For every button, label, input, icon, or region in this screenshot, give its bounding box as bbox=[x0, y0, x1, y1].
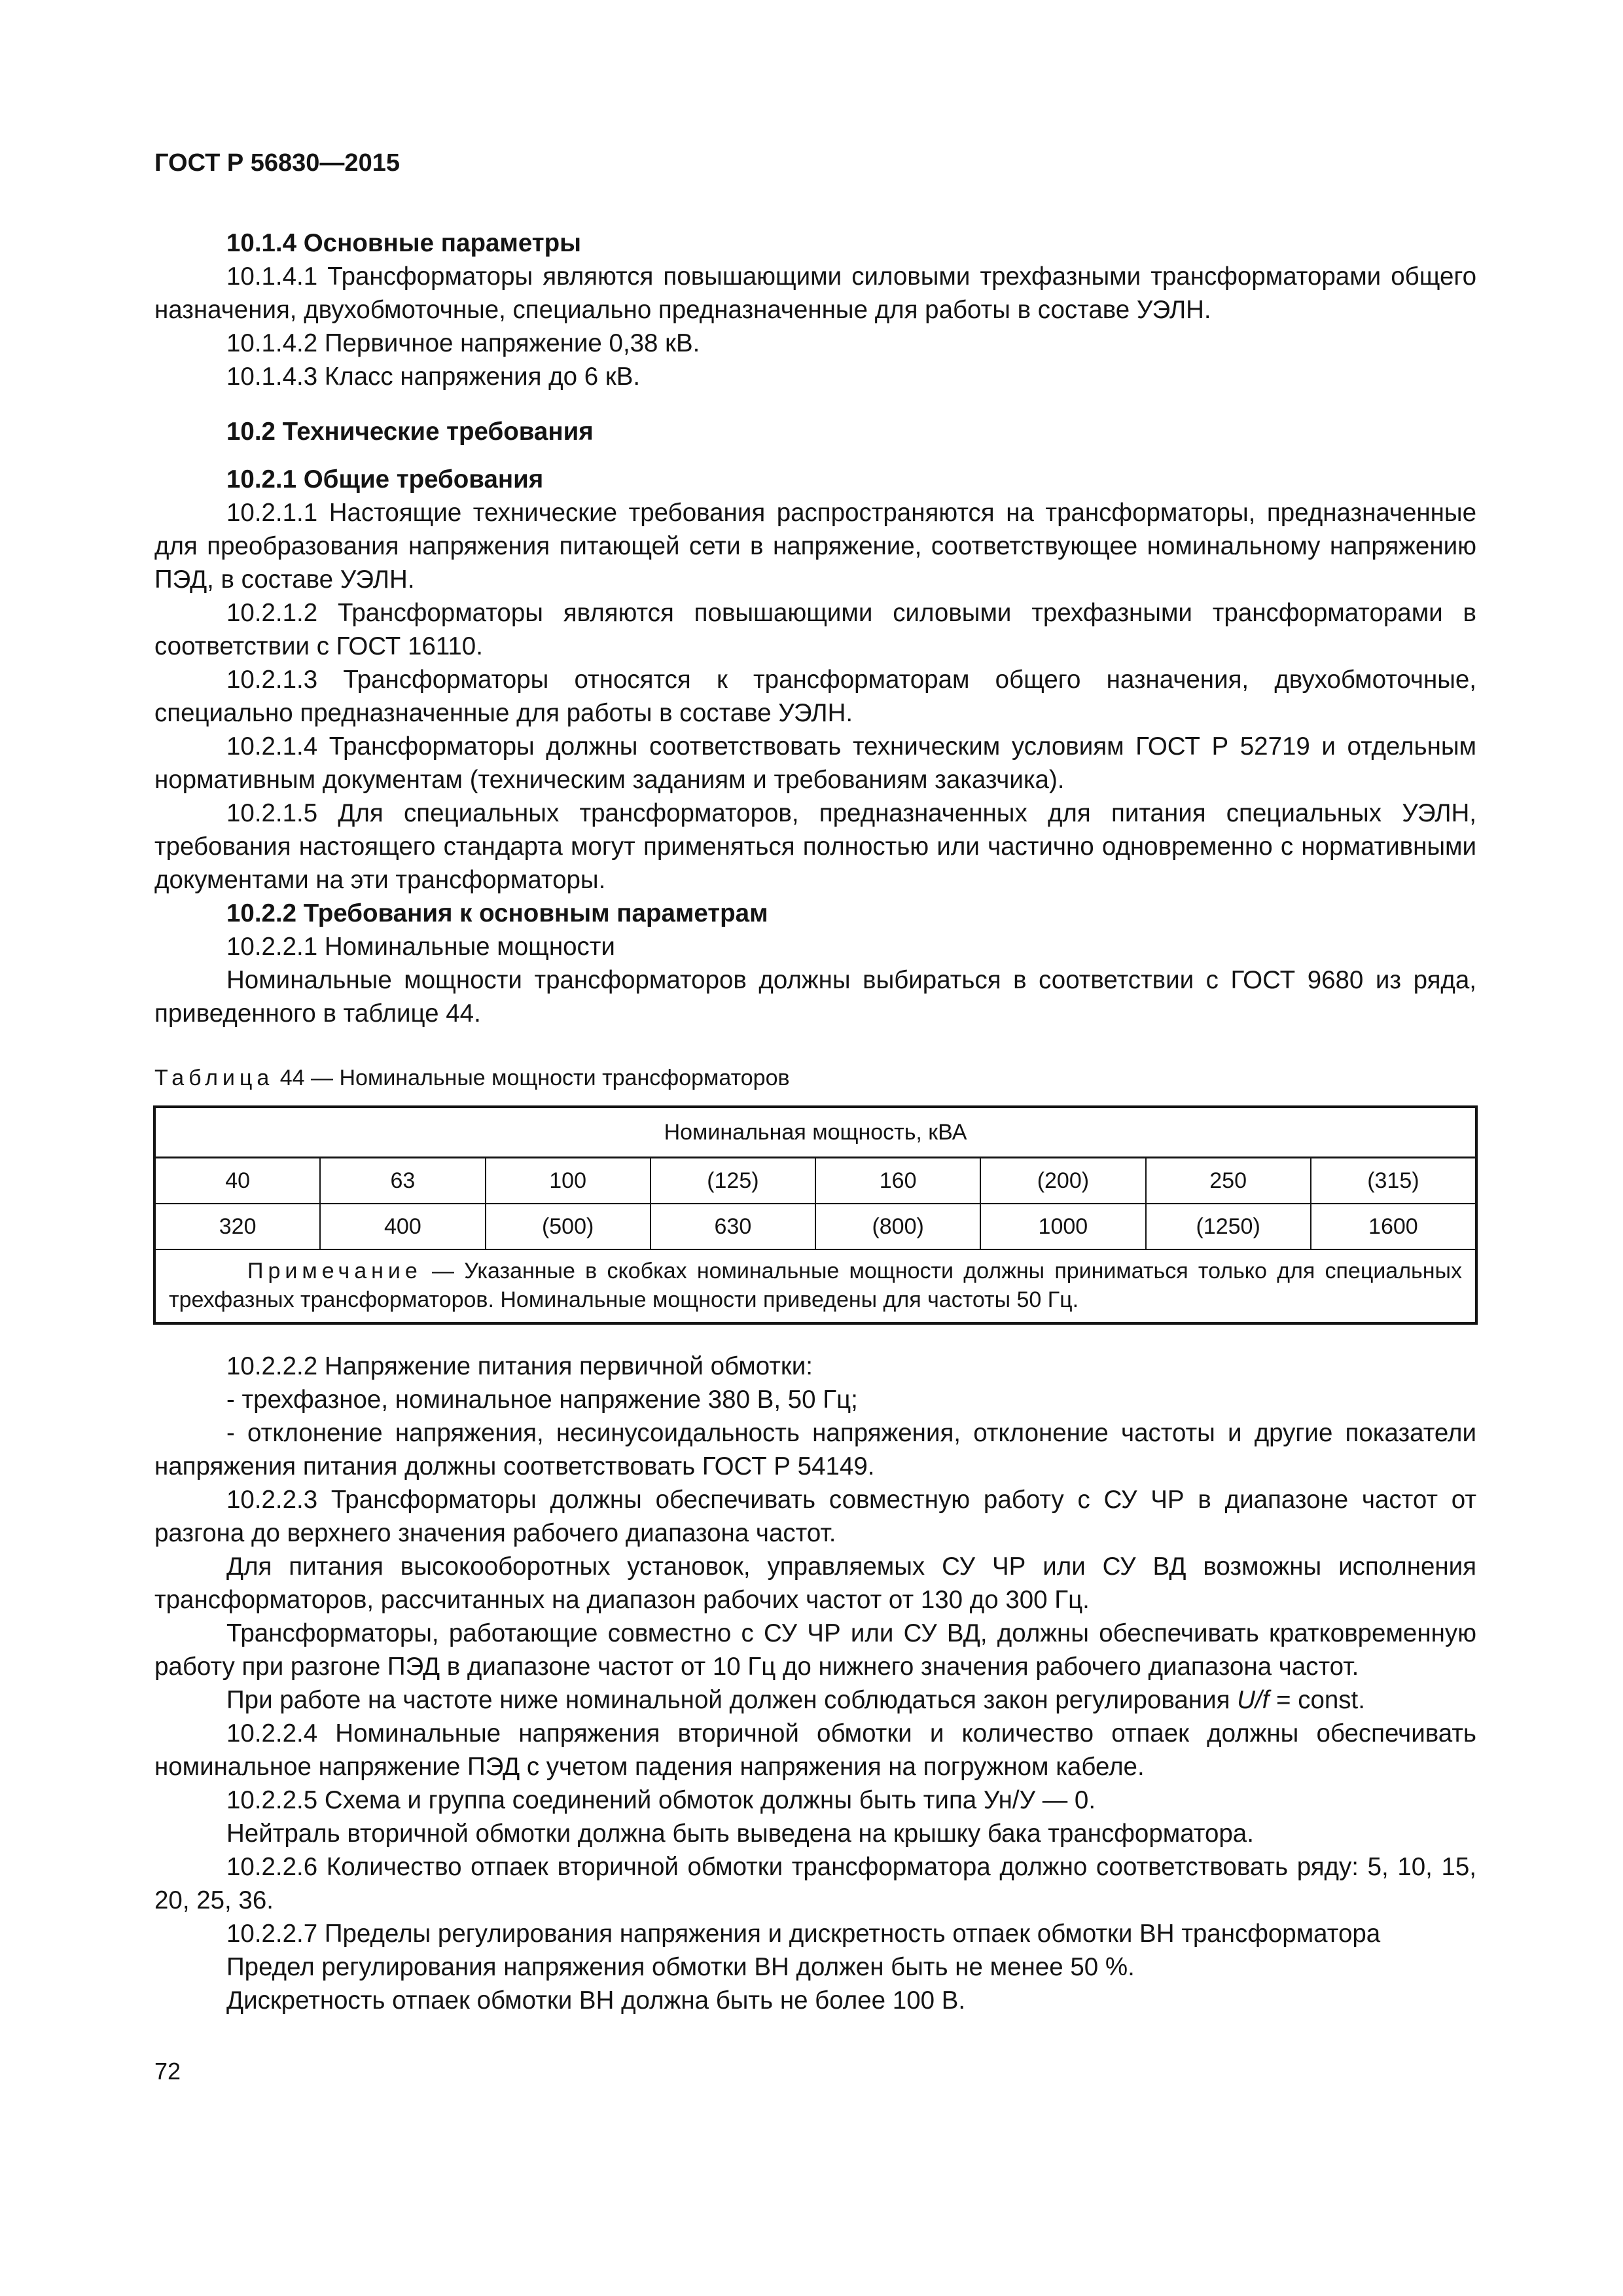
table-caption bbox=[154, 1062, 1476, 1095]
paragraph-10-1-4-2: 10.1.4.2 Первичное напряжение 0,38 кВ. bbox=[226, 329, 700, 357]
paragraph-10-2-2-6: 10.2.2.6 Количество отпаек вторичной обмотки трансформатора должно соответствовать ряду: 5, 10, 15, 20, 25, 36. bbox=[154, 1853, 1476, 1914]
table-row bbox=[155, 1204, 1476, 1249]
table-row bbox=[155, 1158, 1476, 1204]
table-note-label: Примечание bbox=[247, 1259, 422, 1283]
table-cell: 250 bbox=[1146, 1158, 1311, 1204]
table-cell: (1250) bbox=[1146, 1204, 1311, 1249]
paragraph-10-2-2-4: 10.2.2.4 Номинальные напряжения вторичной обмотки и количество отпаек должны обеспечивать номинальное напряжение ПЭД с учетом падения напряжения на погружном кабеле. bbox=[154, 1719, 1476, 1781]
paragraph-10-2-1-5: 10.2.1.5 Для специальных трансформаторов, предназначенных для питания специальных УЭЛН, требования настоящего стандарта могут применяться полностью или частично одновременно с нормативными документами на эти трансформаторы. bbox=[154, 799, 1476, 894]
table-cell: 320 bbox=[155, 1204, 320, 1249]
paragraph-10-2-1-1: 10.2.1.1 Настоящие технические требования распространяются на трансформаторы, предназначенные для преобразования напряжения питающей сети в напряжение, соответствующее номинальному напряжению ПЭД, в составе УЭЛН. bbox=[154, 499, 1476, 594]
paragraph-10-2-1-3: 10.2.1.3 Трансформаторы относятся к трансформаторам общего назначения, двухобмоточные, специально предназначенные для работы в составе УЭЛН. bbox=[154, 666, 1476, 727]
section-heading-10-2-1: 10.2.1 Общие требования bbox=[226, 465, 544, 493]
paragraph-10-1-4-1: 10.1.4.1 Трансформаторы являются повышающими силовыми трехфазными трансформаторами общего назначения, двухобмоточные, специально предназначенные для работы в составе УЭЛН. bbox=[154, 262, 1476, 324]
section-heading-10-1-4: 10.1.4 Основные параметры bbox=[226, 229, 582, 257]
table-caption-title: 44 — Номинальные мощности трансформаторов bbox=[279, 1066, 790, 1090]
table-header: Номинальная мощность, кВА bbox=[155, 1107, 1476, 1158]
list-item: - трехфазное, номинальное напряжение 380 В, 50 Гц; bbox=[226, 1386, 858, 1414]
table-cell: (200) bbox=[980, 1158, 1145, 1204]
table-cell: 1000 bbox=[980, 1204, 1145, 1249]
paragraph-short-term-operation: Трансформаторы, работающие совместно с СУ ЧР или СУ ВД, должны обеспечивать кратковременную работу при разгоне ПЭД в диапазоне частот от 10 Гц до нижнего значения рабочего диапазона частот. bbox=[154, 1619, 1476, 1681]
document-code-header: ГОСТ Р 56830—2015 bbox=[154, 149, 400, 177]
paragraph-control-law bbox=[154, 1683, 1476, 1717]
table-cell: 40 bbox=[155, 1158, 320, 1204]
rated-power-table bbox=[154, 1107, 1476, 1323]
control-law-text: При работе на частоте ниже номинальной должен соблюдаться закон регулирования bbox=[226, 1686, 1238, 1714]
table-cell: 630 bbox=[651, 1204, 815, 1249]
document-body bbox=[154, 226, 1476, 2017]
paragraph-10-1-4-3: 10.1.4.3 Класс напряжения до 6 кВ. bbox=[226, 363, 641, 391]
table-cell: 63 bbox=[320, 1158, 485, 1204]
paragraph-neutral: Нейтраль вторичной обмотки должна быть выведена на крышку бака трансформатора. bbox=[226, 1820, 1254, 1848]
paragraph-10-2-2-2: 10.2.2.2 Напряжение питания первичной обмотки: bbox=[226, 1352, 813, 1380]
paragraph-10-2-2-1: 10.2.2.1 Номинальные мощности bbox=[226, 933, 615, 961]
table-cell: 160 bbox=[815, 1158, 980, 1204]
paragraph-10-2-2-5: 10.2.2.5 Схема и группа соединений обмоток должны быть типа Ун/У — 0. bbox=[226, 1786, 1096, 1814]
list-item: - отклонение напряжения, несинусоидальность напряжения, отклонение частоты и другие показатели напряжения питания должны соответствовать ГОСТ Р 54149. bbox=[154, 1419, 1476, 1480]
paragraph-rated-power: Номинальные мощности трансформаторов должны выбираться в соответствии с ГОСТ 9680 из ряда, приведенного в таблице 44. bbox=[154, 966, 1476, 1028]
paragraph-10-2-2-3: 10.2.2.3 Трансформаторы должны обеспечивать совместную работу с СУ ЧР в диапазоне частот от разгона до верхнего значения рабочего диапазона частот. bbox=[154, 1486, 1476, 1547]
section-heading-10-2: 10.2 Технические требования bbox=[226, 418, 594, 446]
page-number: 72 bbox=[154, 2058, 181, 2085]
section-heading-10-2-2: 10.2.2 Требования к основным параметрам bbox=[226, 899, 768, 927]
table-cell: 1600 bbox=[1311, 1204, 1476, 1249]
paragraph-10-2-1-2: 10.2.1.2 Трансформаторы являются повышающими силовыми трехфазными трансформаторами в соответствии с ГОСТ 16110. bbox=[154, 599, 1476, 660]
table-cell: 400 bbox=[320, 1204, 485, 1249]
paragraph-10-2-1-4: 10.2.1.4 Трансформаторы должны соответствовать техническим условиям ГОСТ Р 52719 и отдельным нормативным документам (техническим заданиям и требованиям заказчика). bbox=[154, 732, 1476, 794]
table-cell: (315) bbox=[1311, 1158, 1476, 1204]
paragraph-10-2-2-7: 10.2.2.7 Пределы регулирования напряжения и дискретность отпаек обмотки ВН трансформатора bbox=[226, 1920, 1381, 1948]
table-caption-word: Таблица bbox=[154, 1066, 274, 1090]
table-cell: 100 bbox=[486, 1158, 651, 1204]
paragraph-regulation-limit: Предел регулирования напряжения обмотки ВН должен быть не менее 50 %. bbox=[226, 1953, 1135, 1981]
paragraph-tap-discreteness: Дискретность отпаек обмотки ВН должна быть не более 100 В. bbox=[226, 1986, 966, 2015]
table-cell: (500) bbox=[486, 1204, 651, 1249]
table-cell: (125) bbox=[651, 1158, 815, 1204]
control-law-formula: U/f bbox=[1237, 1686, 1270, 1714]
control-law-const: = const. bbox=[1269, 1686, 1365, 1714]
table-cell: (800) bbox=[815, 1204, 980, 1249]
paragraph-high-speed: Для питания высокооборотных установок, управляемых СУ ЧР или СУ ВД возможны исполнения трансформаторов, рассчитанных на диапазон рабочих частот от 130 до 300 Гц. bbox=[154, 1552, 1476, 1614]
table-note-text: — Указанные в скобках номинальные мощности должны приниматься только для специальных трехфазных трансформаторов. Номинальные мощности приведены для частоты 50 Гц. bbox=[169, 1259, 1462, 1312]
table-note bbox=[155, 1249, 1476, 1323]
